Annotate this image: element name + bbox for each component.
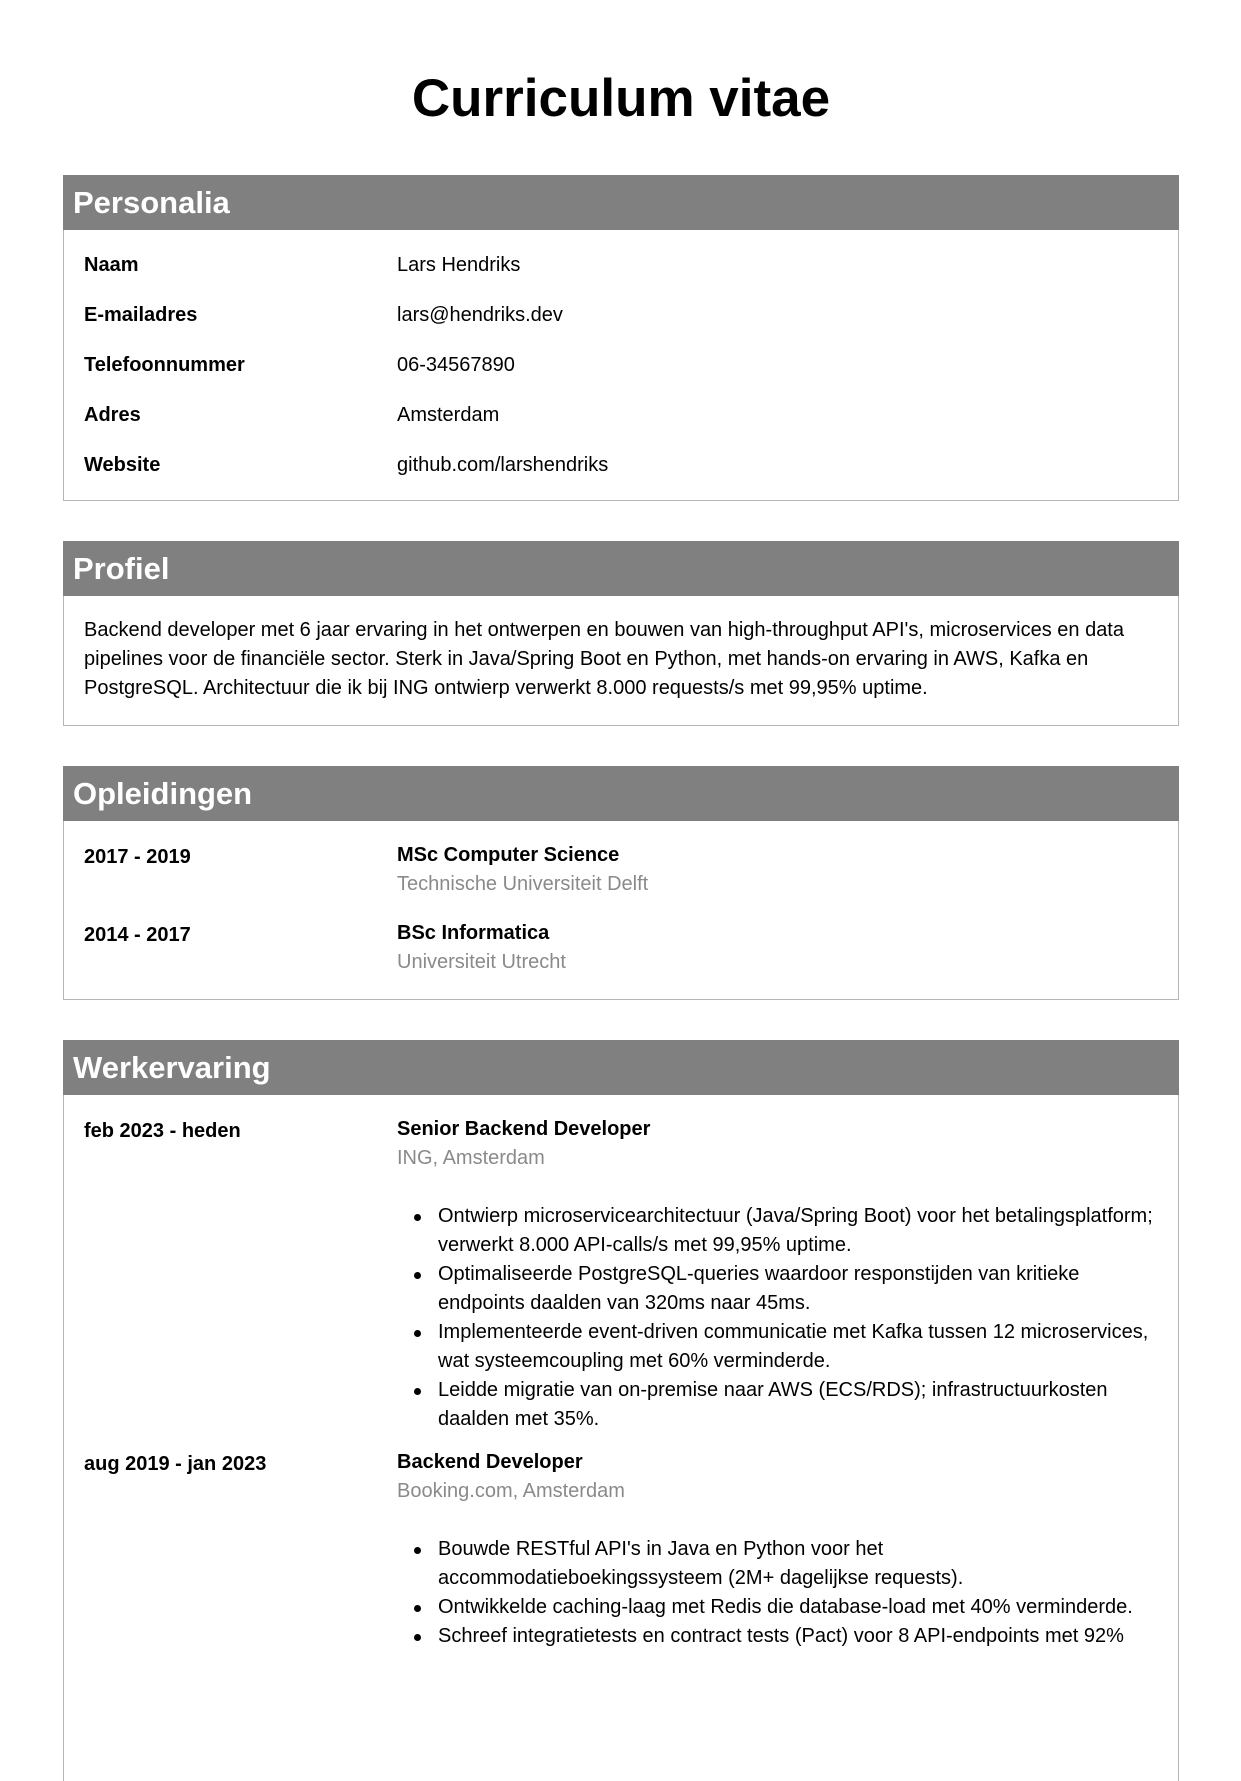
profile-summary: Backend developer met 6 jaar ervaring in het ontwerpen en bouwen van high-throughput API's, microservices en data pipelines voor de financiële sector. Sterk in Java/Spring Boot en Python, met hands-on ervaring in AWS, Kafka en PostgreSQL. Architectuur die ik bij ING ontwierp verwerkt 8.000 requests/s met 99,95% uptime. (84, 619, 1124, 699)
field-label: Website (84, 454, 161, 476)
section-heading-werkervaring: Werkervaring (63, 1040, 1179, 1095)
education-degree: MSc Computer Science (397, 844, 620, 866)
personalia-row-naam (64, 240, 1178, 290)
section-werkervaring (63, 1040, 1179, 1781)
list-item: Leidde migratie van on-premise naar AWS (ECS/RDS); infrastructuurkosten daalden met 35%. (438, 1376, 1158, 1434)
work-entry (64, 1115, 1178, 1434)
field-label: Telefoonnummer (84, 354, 245, 376)
list-item: Schreef integratietests en contract tests (Pact) voor 8 API-endpoints met 92% (438, 1622, 1158, 1651)
field-value: Amsterdam (397, 404, 500, 426)
field-value: github.com/larshendriks (397, 454, 609, 476)
education-degree: BSc Informatica (397, 922, 550, 944)
section-heading-personalia: Personalia (63, 175, 1179, 230)
work-entry (64, 1448, 1178, 1651)
document-title: Curriculum vitae (411, 69, 831, 128)
work-company: ING, Amsterdam (397, 1147, 545, 1169)
list-item: Ontwierp microservicearchitectuur (Java/Spring Boot) voor het betalingsplatform; verwerkt 8.000 API-calls/s met 99,95% uptime. (438, 1202, 1158, 1260)
education-institution: Universiteit Utrecht (397, 951, 566, 973)
education-period: 2017 - 2019 (84, 846, 191, 868)
cv-page (63, 0, 1179, 1647)
work-achievements (397, 1202, 1158, 1434)
work-achievements (397, 1535, 1158, 1651)
list-item: Ontwikkelde caching-laag met Redis die database-load met 40% verminderde. (438, 1593, 1158, 1622)
section-heading-profiel: Profiel (63, 541, 1179, 596)
field-value: lars@hendriks.dev (397, 304, 563, 326)
section-personalia (63, 175, 1179, 501)
education-institution: Technische Universiteit Delft (397, 873, 649, 895)
field-value: 06-34567890 (397, 354, 515, 376)
list-item: Implementeerde event-driven communicatie met Kafka tussen 12 microservices, wat systeemcoupling met 60% verminderde. (438, 1318, 1158, 1376)
personalia-row-adres (64, 390, 1178, 440)
personalia-row-email (64, 290, 1178, 340)
field-label: E-mailadres (84, 304, 198, 326)
education-entry (64, 919, 1178, 977)
work-role: Backend Developer (397, 1451, 583, 1473)
list-item: Bouwde RESTful API's in Java en Python voor het accommodatieboekingssysteem (2M+ dagelijkse requests). (438, 1535, 1158, 1593)
field-label: Adres (84, 404, 141, 426)
section-profiel (63, 541, 1179, 726)
work-role: Senior Backend Developer (397, 1118, 651, 1140)
field-label: Naam (84, 254, 139, 276)
field-value: Lars Hendriks (397, 254, 521, 276)
section-opleidingen (63, 766, 1179, 1000)
work-company: Booking.com, Amsterdam (397, 1480, 625, 1502)
personalia-row-telefoon (64, 340, 1178, 390)
section-heading-opleidingen: Opleidingen (63, 766, 1179, 821)
list-item: Optimaliseerde PostgreSQL-queries waardoor responstijden van kritieke endpoints daalden van 320ms naar 45ms. (438, 1260, 1158, 1318)
education-period: 2014 - 2017 (84, 924, 191, 946)
education-entry (64, 841, 1178, 899)
work-period: aug 2019 - jan 2023 (84, 1453, 267, 1475)
personalia-row-website (64, 440, 1178, 490)
work-period: feb 2023 - heden (84, 1120, 241, 1142)
